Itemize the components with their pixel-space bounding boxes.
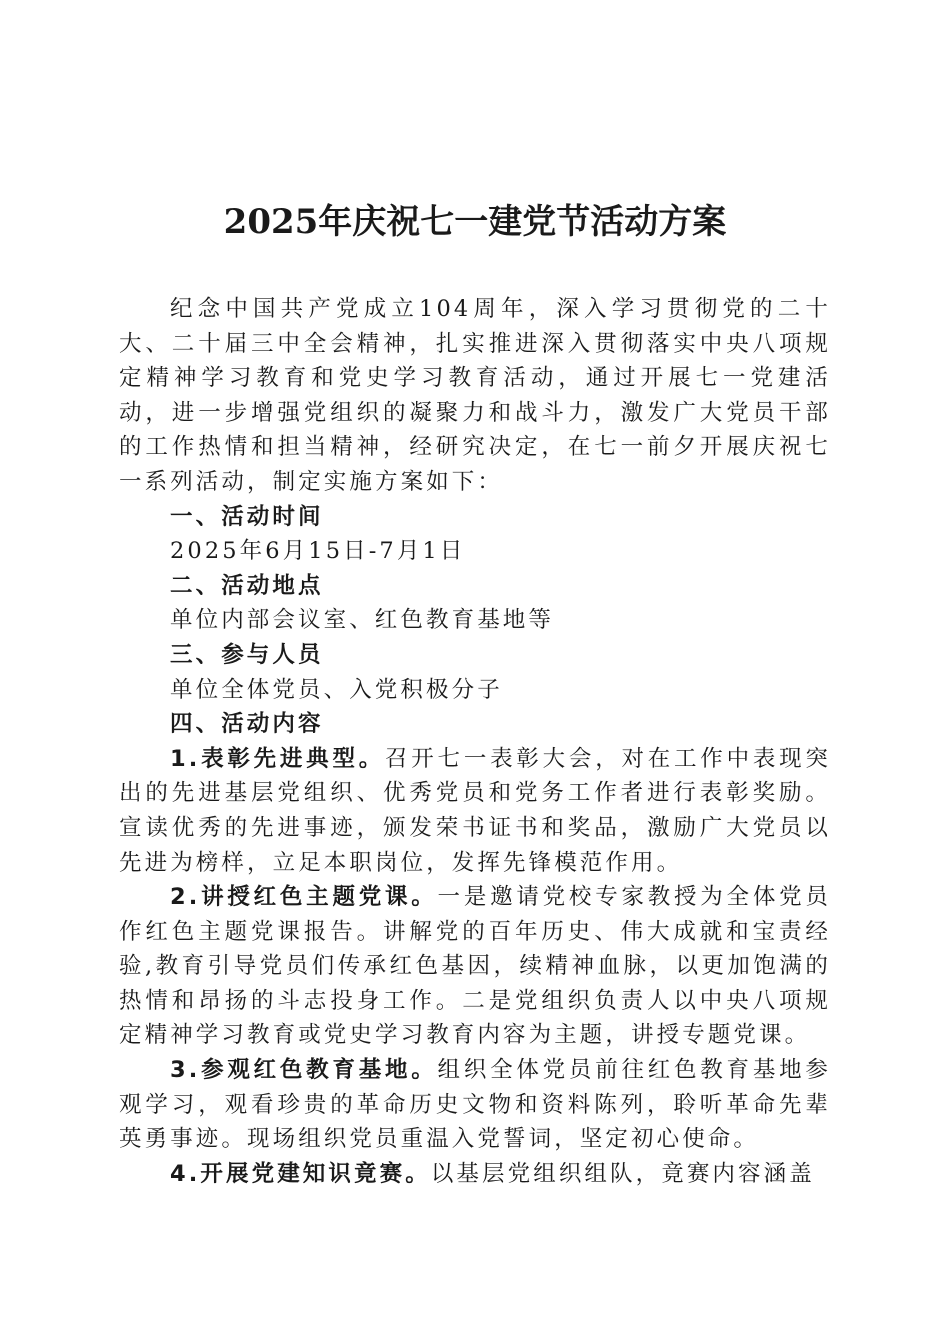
section-heading-time: 一、活动时间 — [170, 503, 324, 530]
content-item-1 — [119, 742, 831, 880]
intro-paragraph: 纪念中国共产党成立104周年，深入学习贯彻党的二十大、二十届三中全会精神，扎实推进深入贯彻落实中央八项规定精神学习教育和党史学习教育活动，通过开展七一党建活动，进一步增强党组织的凝聚力和战斗力，激发广大党员干部的工作热情和担当精神，经研究决定，在七一前夕开展庆祝七一系列活动，制定实施方案如下： — [119, 296, 831, 495]
section-text-location: 单位内部会议室、红色教育基地等 — [170, 607, 555, 634]
section-text-time: 2025年6月15日-7月1日 — [170, 538, 466, 565]
content-item-2-text: 一是邀请党校专家教授为全体党员作红色主题党课报告。讲解党的百年历史、伟大成就和宝责经验,教育引导党员们传承红色基因，续精神血脉，以更加饱满的热情和昂扬的斗志投身工作。二是党组织负责人以中央八项规定精神学习教育或党史学习教育内容为主题，讲授专题党课。 — [119, 884, 831, 1049]
section-heading-participants: 三、参与人员 — [170, 641, 324, 668]
document-body — [119, 292, 831, 1191]
section-heading-content: 四、活动内容 — [170, 711, 324, 738]
content-item-2 — [119, 880, 831, 1053]
content-item-3-lead: 3.参观红色教育基地。 — [170, 1057, 438, 1084]
content-item-2-lead: 2.讲授红色主题党课。 — [170, 884, 438, 911]
content-item-3-text: 组织全体党员前往红色教育基地参观学习，观看珍贵的革命历史文物和资料陈列，聆听革命先辈英勇事迹。现场组织党员重温入党誓词，坚定初心使命。 — [119, 1057, 831, 1153]
content-item-4-text: 以基层党组织组队，竟赛内容涵盖 — [430, 1160, 815, 1187]
content-item-1-lead: 1.表彰先进典型。 — [170, 745, 385, 772]
content-item-4 — [119, 1157, 831, 1192]
content-item-1-text: 召开七一表彰大会，对在工作中表现突出的先进基层党组织、优秀党员和党务工作者进行表彰奖励。宣读优秀的先进事迹，颁发荣书证书和奖品，激励广大党员以先进为榜样，立足本职岗位，发挥先锋模范作用。 — [119, 745, 831, 876]
content-item-3 — [119, 1053, 831, 1157]
document-title: 2025年庆祝七一建党节活动方案 — [223, 202, 727, 242]
content-item-4-lead: 4.开展党建知识竟赛。 — [170, 1160, 431, 1187]
section-heading-location: 二、活动地点 — [170, 572, 324, 599]
section-text-participants: 单位全体党员、入党积极分子 — [170, 676, 503, 703]
